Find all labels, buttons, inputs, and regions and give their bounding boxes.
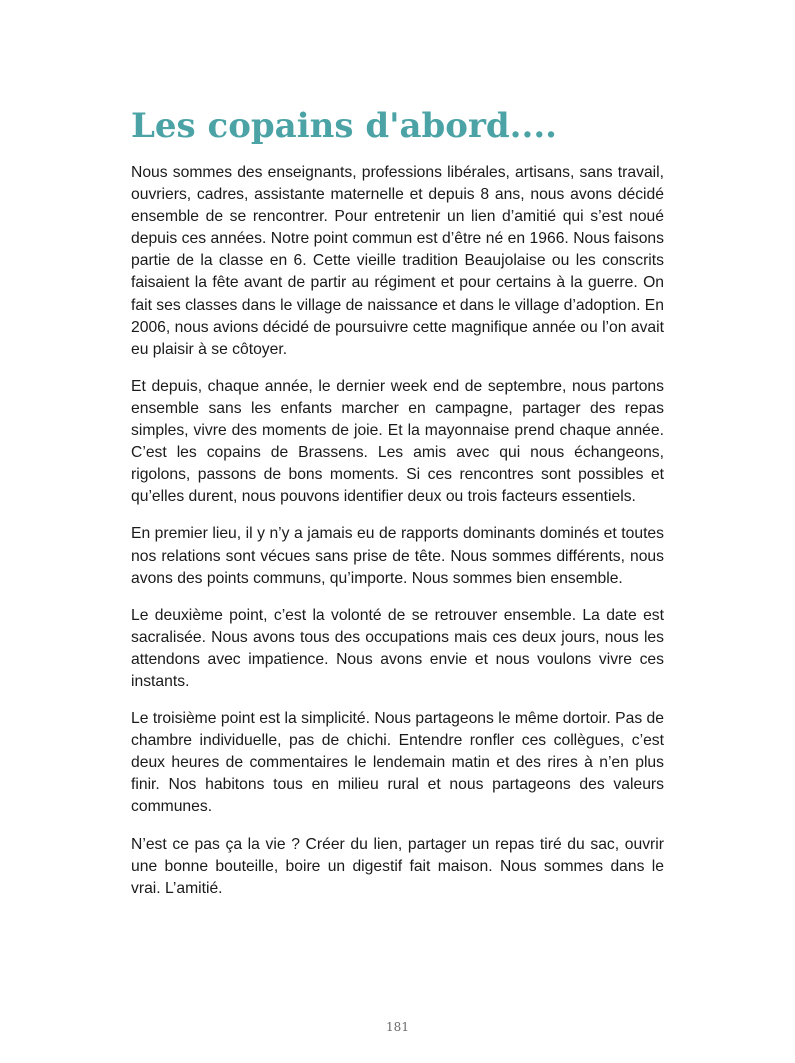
chapter-title: Les copains d'abord.... (131, 106, 558, 146)
page-number: 181 (386, 1020, 409, 1034)
body-text (131, 162, 664, 915)
paragraph: Le deuxième point, c’est la volonté de se retrouver ensemble. La date est sacralisée. Nous avons tous des occupations mais ces deux jours, nous les attendons avec impatience. Nous avons envie et nous voulons vivre ces instants. (131, 606, 664, 690)
paragraph: Et depuis, chaque année, le dernier week end de septembre, nous partons ensemble sans les enfants marcher en campagne, partager des repas simples, vivre des moments de joie. Et la mayonnaise prend chaque année. C’est les copains de Brassens. Les amis avec qui nous échangeons, rigolons, passons de bons moments. Si ces rencontres sont possibles et qu’elles durent, nous pouvons identifier deux ou trois facteurs essentiels. (131, 377, 664, 506)
paragraph: En premier lieu, il y n’y a jamais eu de rapports dominants dominés et toutes nos relations sont vécues sans prise de tête. Nous sommes différents, nous avons des points communs, qu’importe. Nous sommes bien ensemble. (131, 525, 664, 587)
paragraph: N’est ce pas ça la vie ? Créer du lien, partager un repas tiré du sac, ouvrir une bonne bouteille, boire un digestif fait maison. Nous sommes dans le vrai. L’amitié. (131, 835, 664, 897)
paragraph: Le troisième point est la simplicité. Nous partageons le même dortoir. Pas de chambre individuelle, pas de chichi. Entendre ronfler ces collègues, c’est deux heures de commentaires le lendemain matin et des rires à n’en plus finir. Nos habitons tous en milieu rural et nous partageons des valeurs communes. (131, 710, 664, 816)
paragraph: Nous sommes des enseignants, professions libérales, artisans, sans travail, ouvriers, cadres, assistante maternelle et depuis 8 ans, nous avons décidé ensemble de se rencontrer. Pour entretenir un lien d’amitié qui s’est noué depuis ces années. Notre point commun est d’être né en 1966. Nous faisons partie de la classe en 6. Cette vieille tradition Beaujolaise ou les conscrits faisaient la fête avant de partir au régiment et pour certains à la guerre. On fait ses classes dans le village de naissance et dans le village d’adoption. En 2006, nous avions décidé de poursuivre cette magnifique année ou l’on avait eu plaisir à se côtoyer. (131, 164, 664, 358)
